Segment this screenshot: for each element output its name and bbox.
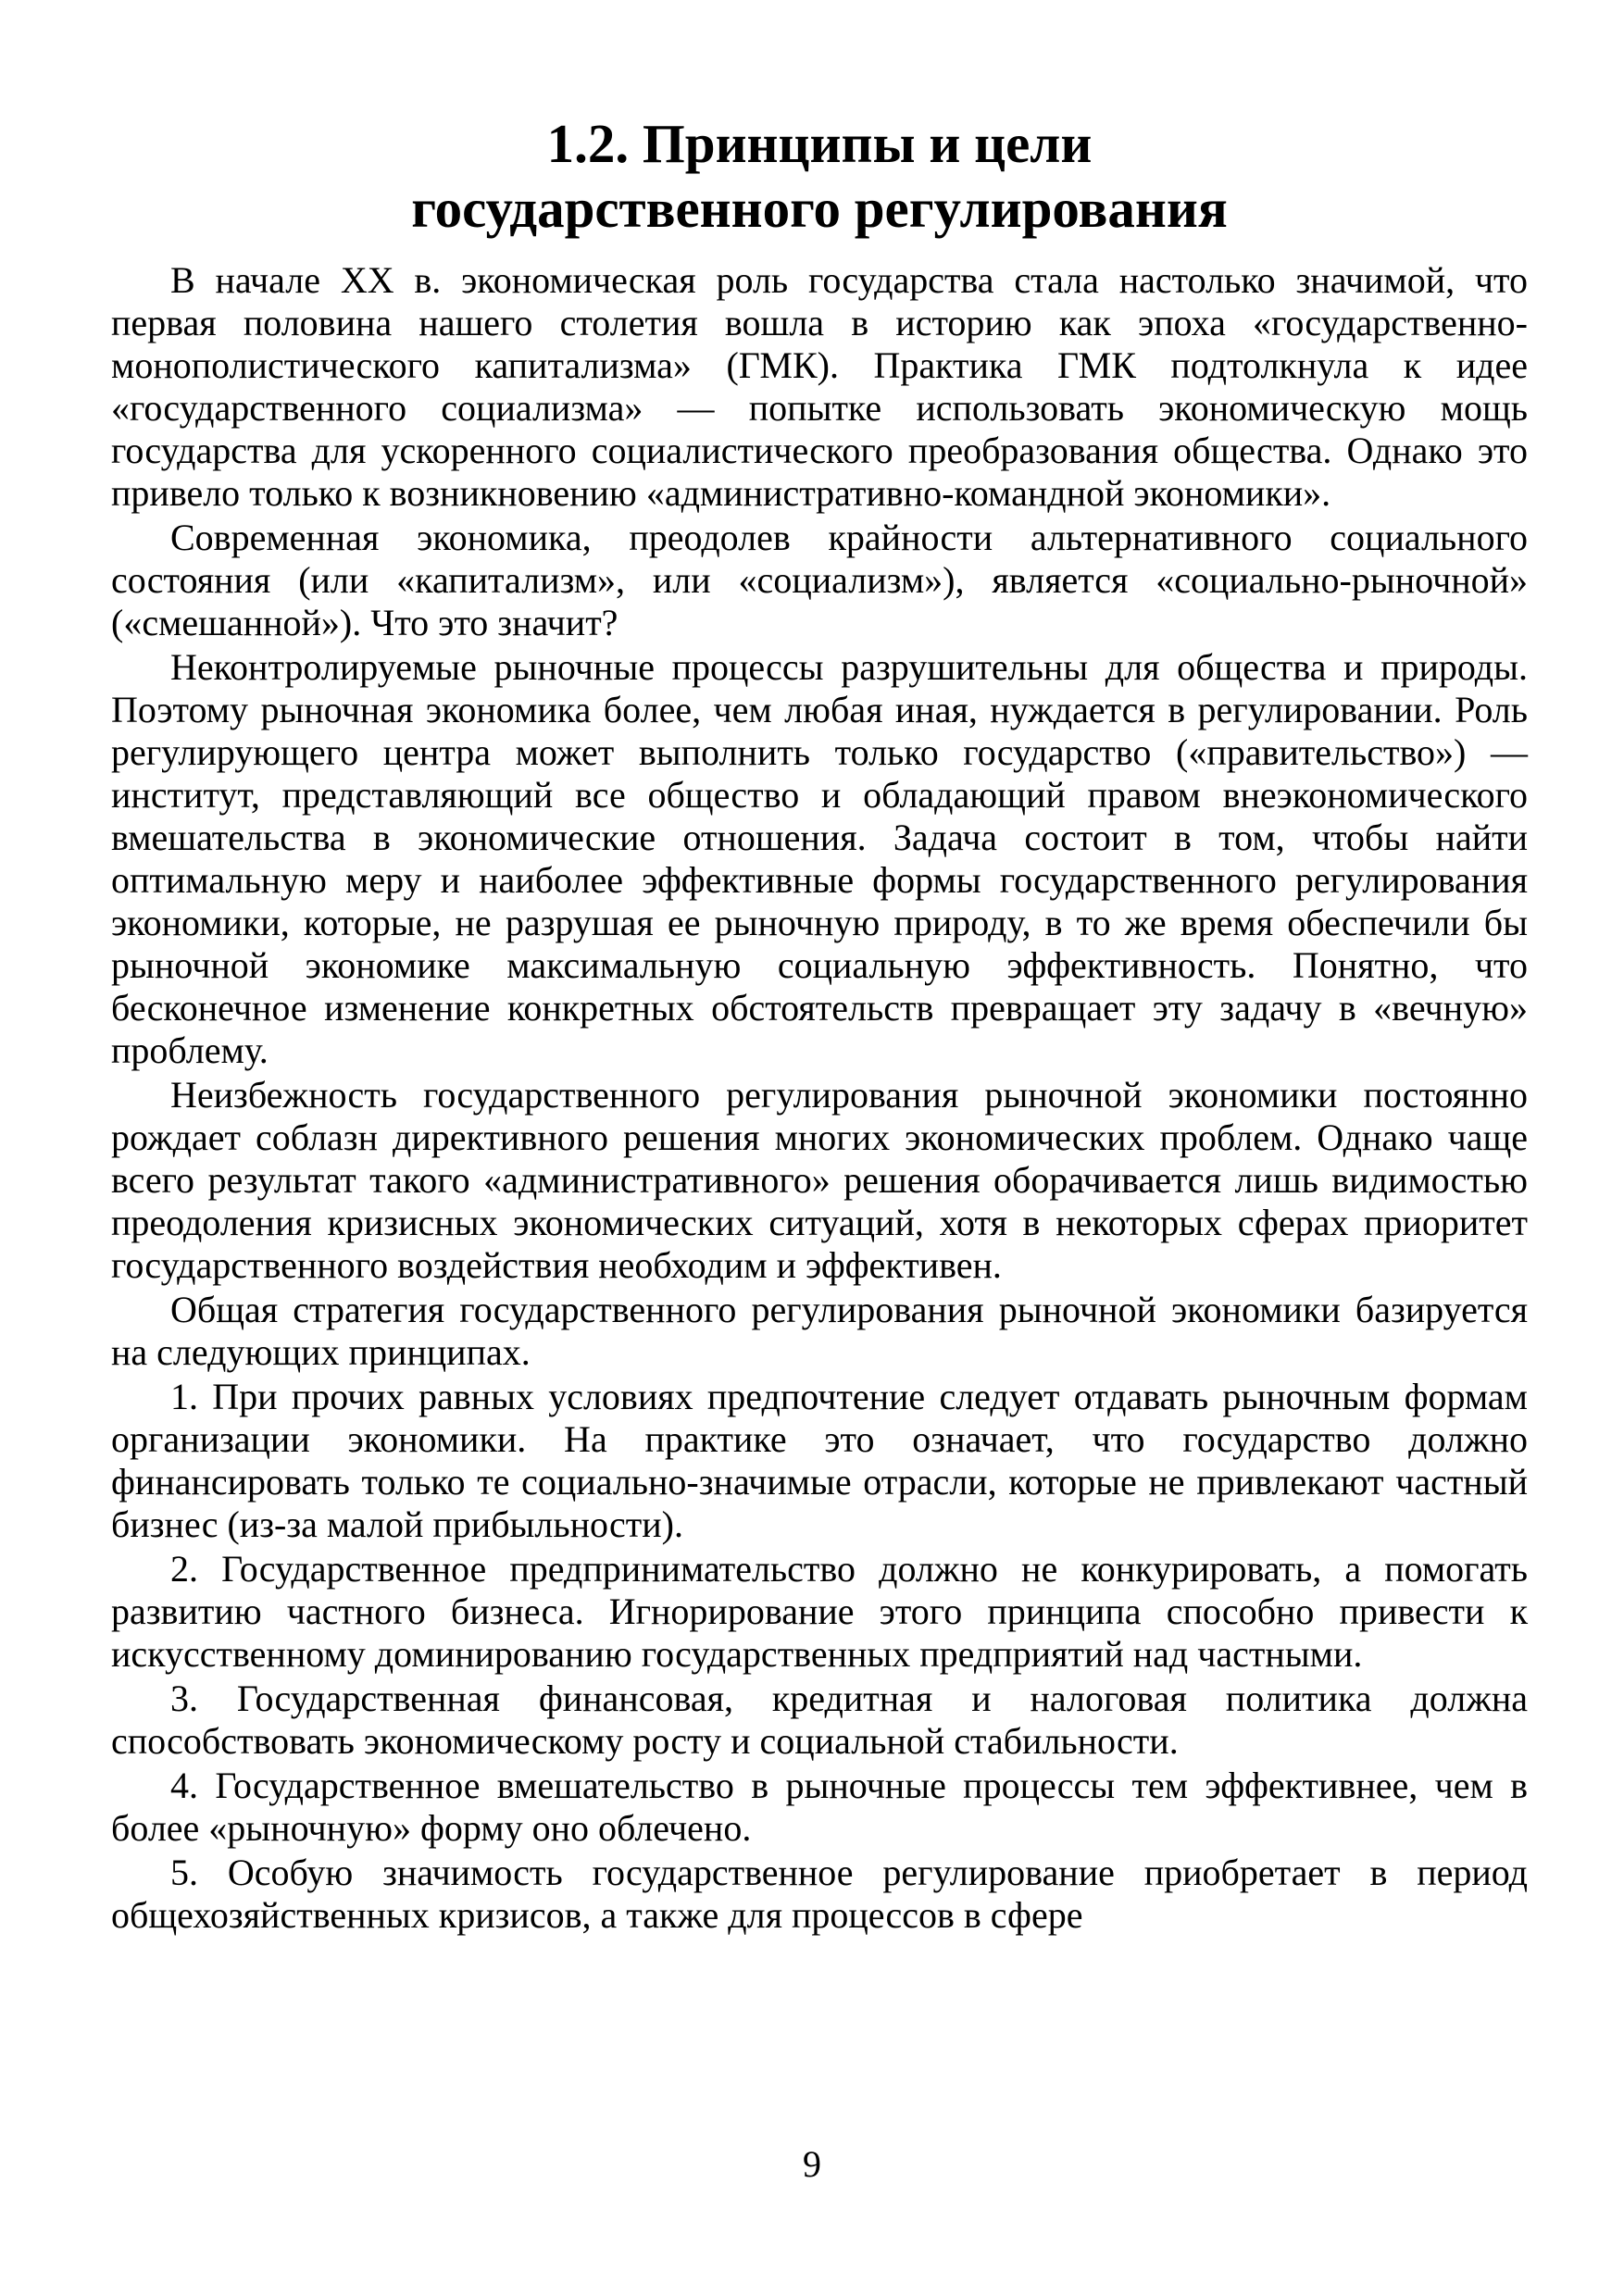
principle-5: 5. Особую значимость государственное регулирование приобретает в период общехозяйственных кризисов, а также для процессов в сфере xyxy=(111,1852,1528,1936)
paragraph-intro: В начале XX в. экономическая роль государства стала настолько значимой, что первая половина нашего столетия вошла в историю как эпоха «государственно-монополистического капитализма» (ГМК). Практика ГМК подтолкнула к идее «государственного социализма» — попытке использовать экономическую мощь государства для ускоренного социалистического преобразования общества. Однако это привело только к возникновению «административно-командной экономики». xyxy=(111,259,1528,514)
page-body xyxy=(111,111,1528,1939)
principle-4: 4. Государственное вмешательство в рыночные процессы тем эффективнее, чем в более «рыночную» форму оно облечено. xyxy=(111,1765,1528,1849)
paragraph-regulation-need: Неконтролируемые рыночные процессы разрушительны для общества и природы. Поэтому рыночная экономика более, чем любая иная, нуждается в регулировании. Роль регулирующего центра может выполнить только государство («правительство») — институт, представляющий все общество и обладающий правом внеэкономического вмешательства в экономические отношения. Задача состоит в том, чтобы найти оптимальную меру и наиболее эффективные формы государственного регулирования экономики, которые, не разрушая ее рыночную природу, в то же время обеспечили бы рыночной экономике максимальную социальную эффективность. Понятно, что бесконечное изменение конкретных обстоятельств превращает эту задачу в «вечную» проблему. xyxy=(111,646,1528,1071)
paragraph-strategy: Общая стратегия государственного регулирования рыночной экономики базируется на следующих принципах. xyxy=(111,1289,1528,1373)
principle-1: 1. При прочих равных условиях предпочтение следует отдавать рыночным формам организации экономики. На практике это означает, что государство должно финансировать только те социально-значимые отрасли, которые не привлекают частный бизнес (из-за малой прибыльности). xyxy=(111,1376,1528,1545)
section-title-line-1: 1.2. Принципы и цели xyxy=(546,113,1093,174)
paragraph-directive-temptation: Неизбежность государственного регулирования рыночной экономики постоянно рождает соблазн директивного решения многих экономических проблем. Однако чаще всего результат такого «административного» решения оборачивается лишь видимостью преодоления кризисных экономических ситуаций, хотя в некоторых сферах приоритет государственного воздействия необходим и эффективен. xyxy=(111,1074,1528,1286)
principle-2: 2. Государственное предпринимательство должно не конкурировать, а помогать развитию частного бизнеса. Игнорирование этого принципа способно привести к искусственному доминированию государственных предприятий над частными. xyxy=(111,1548,1528,1675)
section-title-line-2: государственного регулирования xyxy=(411,178,1228,239)
page-number: 9 xyxy=(803,2143,821,2185)
section-title xyxy=(111,111,1528,241)
principle-3: 3. Государственная финансовая, кредитная и налоговая политика должна способствовать экономическому росту и социальной стабильности. xyxy=(111,1678,1528,1762)
paragraph-modern-economy: Современная экономика, преодолев крайности альтернативного социального состояния (или «капитализм», или «социализм»), является «социально-рыночной» («смешанной»). Что это значит? xyxy=(111,517,1528,643)
